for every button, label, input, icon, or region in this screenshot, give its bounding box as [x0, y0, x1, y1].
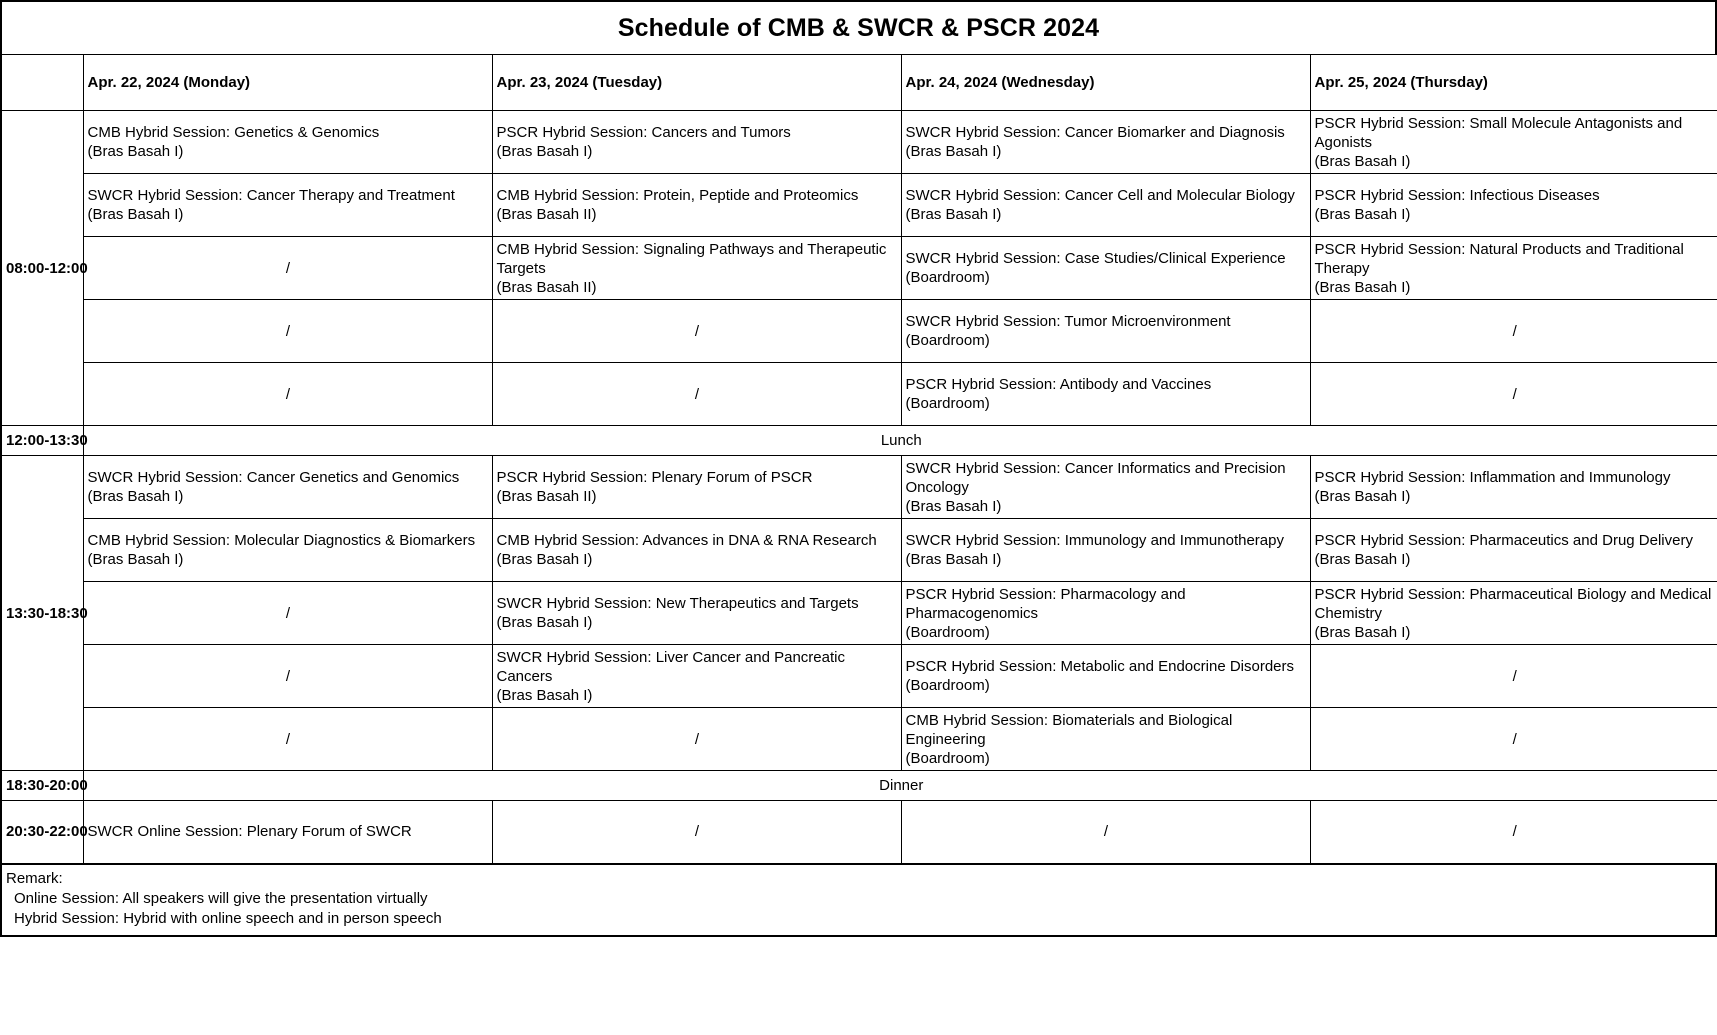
session-cell — [492, 645, 901, 708]
session-title: CMB Hybrid Session: Advances in DNA & RNA Research — [496, 532, 877, 549]
session-title: PSCR Hybrid Session: Pharmacology and Pharmacogenomics — [905, 585, 1186, 622]
session-cell — [901, 582, 1310, 645]
session-venue: (Boardroom) — [905, 623, 990, 641]
session-title: PSCR Hybrid Session: Cancers and Tumors — [496, 124, 791, 141]
session-cell — [901, 645, 1310, 708]
session-title: PSCR Hybrid Session: Infectious Diseases — [1314, 187, 1600, 204]
session-title: SWCR Hybrid Session: Cancer Informatics and Precision Oncology — [905, 459, 1286, 496]
column-header-wednesday: Apr. 24, 2024 (Wednesday) — [901, 55, 1310, 111]
session-cell — [492, 456, 901, 519]
session-venue: (Bras Basah I) — [496, 551, 593, 568]
session-venue: (Bras Basah I) — [87, 551, 184, 568]
session-cell — [83, 174, 492, 237]
session-cell — [1310, 582, 1717, 645]
session-venue: (Bras Basah I) — [905, 551, 1002, 568]
session-cell — [1310, 111, 1717, 174]
session-cell — [901, 111, 1310, 174]
time-label-afternoon: 13:30-18:30 — [1, 456, 83, 771]
empty-session-cell: / — [492, 801, 901, 864]
session-venue: (Bras Basah I) — [87, 488, 184, 505]
empty-session-cell: / — [492, 708, 901, 771]
session-venue: (Bras Basah I) — [905, 206, 1002, 223]
session-cell — [901, 174, 1310, 237]
table-header-row — [1, 55, 1717, 111]
session-venue: (Boardroom) — [905, 395, 990, 412]
evening-row — [1, 801, 1717, 864]
session-cell — [901, 363, 1310, 426]
dinner-row — [1, 771, 1717, 801]
session-venue: (Bras Basah I) — [87, 206, 184, 223]
session-title: PSCR Hybrid Session: Pharmaceutics and Drug Delivery — [1314, 532, 1693, 549]
empty-session-cell: / — [83, 363, 492, 426]
session-title: SWCR Hybrid Session: Tumor Microenvironment — [905, 313, 1231, 330]
session-cell — [901, 237, 1310, 300]
session-venue: (Bras Basah I) — [87, 143, 184, 160]
session-venue: (Bras Basah I) — [1314, 206, 1411, 223]
session-title: PSCR Hybrid Session: Small Molecule Antagonists and Agonists — [1314, 114, 1683, 151]
session-venue: (Bras Basah II) — [496, 206, 597, 223]
session-title: CMB Hybrid Session: Biomaterials and Biological Engineering — [905, 711, 1233, 748]
empty-session-cell: / — [83, 300, 492, 363]
remark-hybrid-session: Hybrid Session: Hybrid with online speech and in person speech — [14, 909, 442, 927]
session-cell — [901, 300, 1310, 363]
session-cell — [492, 174, 901, 237]
session-title: CMB Hybrid Session: Molecular Diagnostics & Biomarkers — [87, 532, 476, 549]
session-cell — [492, 519, 901, 582]
table-row — [1, 456, 1717, 519]
session-cell — [901, 519, 1310, 582]
empty-session-cell: / — [492, 363, 901, 426]
session-cell — [1310, 456, 1717, 519]
session-venue: (Boardroom) — [905, 677, 990, 694]
session-venue: (Bras Basah I) — [1314, 488, 1411, 505]
session-title: PSCR Hybrid Session: Pharmaceutical Biology and Medical Chemistry — [1314, 585, 1712, 622]
session-cell — [83, 801, 492, 864]
session-cell — [492, 582, 901, 645]
session-venue: (Bras Basah II) — [496, 278, 597, 296]
session-title: SWCR Hybrid Session: Case Studies/Clinical Experience — [905, 250, 1286, 267]
session-venue: (Bras Basah I) — [1314, 551, 1411, 568]
session-venue: (Boardroom) — [905, 332, 990, 349]
empty-session-cell: / — [83, 582, 492, 645]
session-title: PSCR Hybrid Session: Natural Products and Traditional Therapy — [1314, 240, 1684, 277]
session-title: PSCR Hybrid Session: Antibody and Vaccines — [905, 376, 1212, 393]
session-title: CMB Hybrid Session: Protein, Peptide and Proteomics — [496, 187, 859, 204]
table-row — [1, 645, 1717, 708]
empty-session-cell: / — [83, 237, 492, 300]
table-row — [1, 582, 1717, 645]
lunch-row — [1, 426, 1717, 456]
table-row — [1, 363, 1717, 426]
session-title: PSCR Hybrid Session: Plenary Forum of PSCR — [496, 469, 813, 486]
table-row — [1, 300, 1717, 363]
session-cell — [1310, 174, 1717, 237]
empty-session-cell: / — [1310, 363, 1717, 426]
dinner-label: Dinner — [83, 771, 1717, 801]
session-venue: (Bras Basah I) — [905, 497, 1002, 515]
session-title: CMB Hybrid Session: Genetics & Genomics — [87, 124, 380, 141]
session-cell — [83, 456, 492, 519]
column-header-tuesday: Apr. 23, 2024 (Tuesday) — [492, 55, 901, 111]
remark-heading: Remark: — [6, 869, 63, 887]
empty-session-cell: / — [1310, 645, 1717, 708]
session-title: SWCR Hybrid Session: Cancer Cell and Molecular Biology — [905, 187, 1295, 204]
session-venue: (Bras Basah I) — [496, 143, 593, 160]
session-title: SWCR Hybrid Session: Cancer Genetics and Genomics — [87, 469, 460, 486]
column-header-thursday: Apr. 25, 2024 (Thursday) — [1310, 55, 1717, 111]
session-title: SWCR Hybrid Session: Cancer Biomarker and Diagnosis — [905, 124, 1285, 141]
empty-session-cell: / — [83, 708, 492, 771]
time-label-dinner: 18:30-20:00 — [1, 771, 83, 801]
empty-session-cell: / — [1310, 300, 1717, 363]
empty-session-cell: / — [1310, 801, 1717, 864]
session-title: PSCR Hybrid Session: Metabolic and Endocrine Disorders — [905, 658, 1295, 675]
column-header-monday: Apr. 22, 2024 (Monday) — [83, 55, 492, 111]
session-title: SWCR Online Session: Plenary Forum of SWCR — [87, 823, 412, 841]
remark-online-session: Online Session: All speakers will give the presentation virtually — [14, 889, 428, 907]
time-label-lunch: 12:00-13:30 — [1, 426, 83, 456]
table-row — [1, 237, 1717, 300]
session-venue: (Bras Basah II) — [496, 488, 597, 505]
session-cell — [83, 111, 492, 174]
session-venue: (Bras Basah I) — [1314, 623, 1411, 641]
empty-session-cell: / — [901, 801, 1310, 864]
schedule-table — [0, 54, 1717, 865]
time-label-evening: 20:30-22:00 — [1, 801, 83, 864]
table-row — [1, 708, 1717, 771]
session-title: SWCR Hybrid Session: Liver Cancer and Pancreatic Cancers — [496, 648, 845, 685]
lunch-label: Lunch — [83, 426, 1717, 456]
session-title: SWCR Hybrid Session: Cancer Therapy and Treatment — [87, 187, 455, 204]
session-venue: (Bras Basah I) — [1314, 278, 1411, 296]
session-title: PSCR Hybrid Session: Inflammation and Immunology — [1314, 469, 1671, 486]
title-bar — [0, 0, 1717, 54]
empty-session-cell: / — [492, 300, 901, 363]
session-venue: (Boardroom) — [905, 749, 990, 767]
session-cell — [901, 708, 1310, 771]
session-title: SWCR Hybrid Session: Immunology and Immunotherapy — [905, 532, 1284, 549]
session-venue: (Bras Basah I) — [905, 143, 1002, 160]
corner-cell — [1, 55, 83, 111]
session-cell — [492, 237, 901, 300]
table-row — [1, 174, 1717, 237]
session-venue: (Bras Basah I) — [1314, 152, 1411, 170]
page-title: Schedule of CMB & SWCR & PSCR 2024 — [617, 13, 1100, 42]
session-cell — [83, 519, 492, 582]
session-cell — [1310, 237, 1717, 300]
session-venue: (Boardroom) — [905, 269, 990, 286]
session-title: CMB Hybrid Session: Signaling Pathways and Therapeutic Targets — [496, 240, 887, 277]
session-cell — [492, 111, 901, 174]
session-venue: (Bras Basah I) — [496, 686, 593, 704]
time-label-morning: 08:00-12:00 — [1, 111, 83, 426]
session-cell — [901, 456, 1310, 519]
table-row — [1, 111, 1717, 174]
empty-session-cell: / — [1310, 708, 1717, 771]
session-title: SWCR Hybrid Session: New Therapeutics and Targets — [496, 595, 859, 612]
table-row — [1, 519, 1717, 582]
empty-session-cell: / — [83, 645, 492, 708]
session-venue: (Bras Basah I) — [496, 614, 593, 631]
remark-block — [0, 865, 1717, 937]
session-cell — [1310, 519, 1717, 582]
